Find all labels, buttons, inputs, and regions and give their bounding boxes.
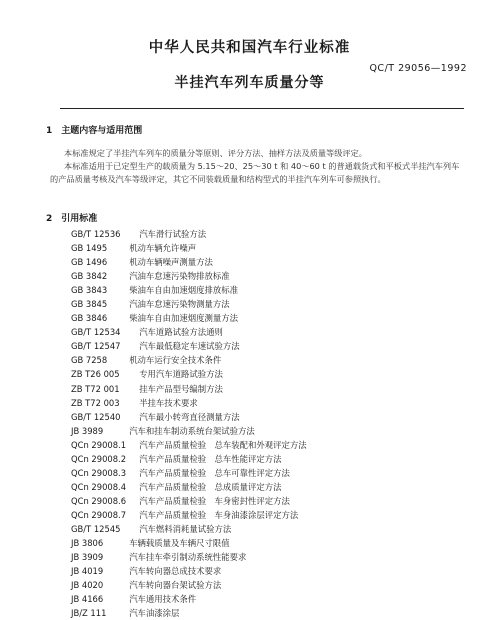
- reference-item: [71, 382, 307, 396]
- reference-item: [71, 480, 307, 494]
- reference-title: 汽车产品质量检验 总成质量评定方法: [139, 481, 282, 492]
- reference-code: JB 4166: [71, 594, 104, 605]
- reference-code: GB 3842: [71, 271, 108, 282]
- reference-item: [71, 522, 307, 536]
- reference-item: [71, 606, 307, 620]
- reference-title: 半挂车技术要求: [139, 397, 198, 408]
- reference-title: 汽车转向器总成技术要求: [129, 566, 222, 577]
- reference-title: 汽车挂车牵引制动系统性能要求: [129, 552, 247, 563]
- reference-code: GB 3845: [71, 299, 108, 310]
- section-2-heading: 2 引用标准: [46, 214, 98, 224]
- issuer-heading: 中华人民共和国汽车行业标准: [148, 40, 351, 56]
- reference-title: 柴油车自由加速烟度测量方法: [129, 313, 239, 324]
- reference-title: 挂车产品型号编制方法: [139, 383, 223, 394]
- reference-code: GB 1495: [71, 243, 108, 254]
- reference-item: [71, 297, 307, 311]
- reference-item: [71, 227, 307, 241]
- reference-item: [71, 466, 307, 480]
- reference-title: 汽车和挂车制动系统台架试验方法: [129, 425, 255, 436]
- reference-code: GB 3843: [71, 285, 108, 296]
- reference-code: QCn 29008.1: [71, 439, 127, 450]
- reference-code: GB 3846: [71, 313, 108, 324]
- reference-code: QCn 29008.2: [71, 453, 127, 464]
- reference-title: 汽车产品质量检验 总车可靠性评定方法: [139, 467, 290, 478]
- reference-title: 汽车转向器台架试验方法: [129, 580, 222, 591]
- reference-code: JB 4019: [71, 566, 104, 577]
- reference-item: [71, 438, 307, 452]
- reference-title: 汽车产品质量检验 车身油漆涂层评定方法: [139, 509, 299, 520]
- reference-item: [71, 283, 307, 297]
- reference-code: GB/T 12536: [71, 229, 121, 239]
- reference-title: 车辆载质量及车辆尺寸限值: [129, 538, 230, 549]
- reference-item: [71, 452, 307, 466]
- reference-item: [71, 424, 307, 438]
- reference-code: JB 3909: [71, 552, 104, 563]
- section-1-paragraph-2: 本标准适用于已定型生产的载质量为 5.15～20、25～30 t 和 40～60 t 的普通载货式和平板式半挂汽车列车的产品质量考核及汽车等级评定，其它不同装载质量和结构型式的半挂汽车列车可参照执行。: [50, 161, 460, 184]
- reference-code: GB/T 12547: [71, 341, 121, 352]
- reference-code: JB/Z 111: [71, 608, 107, 619]
- reference-code: GB/T 12534: [71, 327, 121, 338]
- reference-code: ZB T72 003: [71, 397, 120, 408]
- reference-code: QCn 29008.4: [71, 481, 127, 492]
- reference-code: GB 7258: [71, 355, 108, 366]
- reference-code: ZB T26 005: [71, 369, 120, 380]
- reference-code: JB 3989: [71, 425, 104, 436]
- reference-title: 汽车最小转弯直径测量方法: [139, 411, 240, 422]
- section-1-paragraph-1: 本标准规定了半挂汽车列车的质量分等原则、评分方法、抽样方法及质量等级评定。: [64, 148, 367, 158]
- reference-code: QCn 29008.7: [71, 509, 127, 520]
- reference-title: 汽车滑行试验方法: [139, 229, 207, 239]
- referenced-standards-list: [71, 227, 307, 620]
- reference-code: JB 3806: [71, 538, 104, 549]
- reference-item: [71, 550, 307, 564]
- reference-code: ZB T72 001: [71, 383, 120, 394]
- reference-title: 柴油车自由加速烟度排放标准: [129, 285, 239, 296]
- reference-title: 专用汽车道路试验方法: [139, 369, 223, 380]
- reference-item: [71, 241, 307, 255]
- reference-title: 汽油车怠速污染物排放标准: [129, 271, 230, 282]
- reference-item: [71, 494, 307, 508]
- reference-item: [71, 339, 307, 353]
- reference-title: 机动车运行安全技术条件: [129, 355, 222, 366]
- reference-code: QCn 29008.6: [71, 495, 127, 506]
- reference-code: GB/T 12545: [71, 523, 121, 534]
- reference-item: [71, 410, 307, 424]
- reference-code: JB 4020: [71, 580, 104, 591]
- reference-item: [71, 255, 307, 269]
- reference-item: [71, 269, 307, 283]
- reference-title: 汽车通用技术条件: [129, 594, 197, 605]
- reference-title: 汽车产品质量检验 总车装配和外观评定方法: [139, 439, 307, 450]
- document-title: 半挂汽车列车质量分等: [174, 75, 325, 91]
- reference-title: 汽车产品质量检验 总车性能评定方法: [139, 453, 282, 464]
- reference-title: 机动车辆噪声测量方法: [129, 257, 213, 268]
- reference-item: [71, 367, 307, 381]
- standard-number: QC/T 29056—1992: [369, 63, 467, 74]
- reference-title: 汽车燃料消耗量试验方法: [139, 523, 232, 534]
- reference-title: 汽车道路试验方法通则: [139, 327, 223, 338]
- reference-title: 汽车最低稳定车速试验方法: [139, 341, 240, 352]
- header-rule: [60, 108, 464, 109]
- section-1-heading: 1 主题内容与适用范围: [46, 126, 143, 136]
- reference-title: 汽车产品质量检验 车身密封性评定方法: [139, 495, 290, 506]
- reference-item: [71, 353, 307, 367]
- reference-title: 汽车油漆涂层: [129, 608, 180, 619]
- reference-code: QCn 29008.3: [71, 467, 127, 478]
- reference-item: [71, 578, 307, 592]
- reference-code: GB/T 12540: [71, 411, 121, 422]
- reference-title: 汽油车怠速污染物测量方法: [129, 299, 230, 310]
- reference-item: [71, 508, 307, 522]
- reference-item: [71, 311, 307, 325]
- reference-item: [71, 564, 307, 578]
- reference-item: [71, 325, 307, 339]
- reference-item: [71, 536, 307, 550]
- reference-item: [71, 396, 307, 410]
- reference-item: [71, 592, 307, 606]
- reference-code: GB 1496: [71, 257, 108, 268]
- reference-title: 机动车辆允许噪声: [129, 243, 197, 254]
